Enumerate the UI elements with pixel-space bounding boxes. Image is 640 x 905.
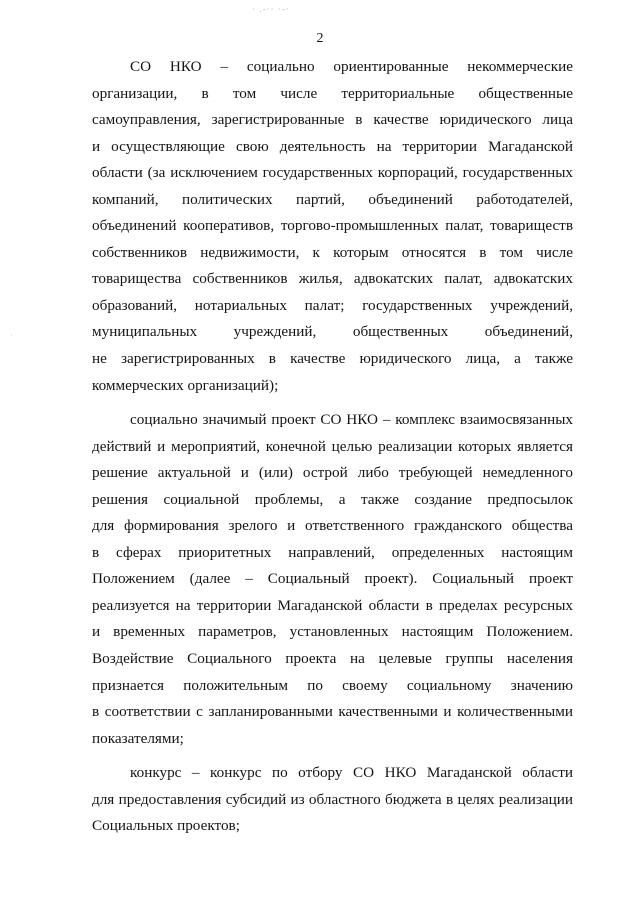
paragraph-line: самоуправления, зарегистрированные в качестве юридического лица: [92, 111, 573, 129]
paragraph-line: и осуществляющие свою деятельность на территории Магаданской: [92, 137, 573, 155]
paragraph-line: не зарегистрированных в качестве юридического лица, а также: [92, 350, 573, 368]
paragraph-line: Социальных проектов;: [92, 817, 240, 835]
paragraph-line: в сферах приоритетных направлений, определенных настоящим: [92, 543, 573, 561]
paragraph-line: коммерческих организаций);: [92, 376, 279, 394]
paragraph-line: Воздействие Социального проекта на целевые группы населения: [92, 650, 573, 668]
paragraph-line: Положением (далее – Социальный проект). Социальный проект: [92, 570, 573, 588]
scan-artifact-top: · .-·· ·-·: [252, 4, 290, 14]
paragraph-line: показателями;: [92, 729, 184, 747]
paragraph-line: признается положительным по своему социальному значению: [92, 676, 573, 694]
paragraph-line: конкурс – конкурс по отбору СО НКО Магаданской области: [130, 764, 573, 782]
paragraph-line: муниципальных учреждений, общественных объединений,: [92, 323, 573, 341]
paragraph-line: компаний, политических партий, объединений работодателей,: [92, 190, 573, 208]
paragraph-line: решения социальной проблемы, а также создание предпосылок: [92, 490, 573, 508]
document-body: [92, 54, 573, 840]
page-number: 2: [316, 31, 324, 46]
paragraph-line: для формирования зрелого и ответственного гражданского общества: [92, 517, 573, 535]
paragraph-gap: [92, 399, 573, 407]
paragraph-line: объединений кооперативов, торгово-промышленных палат, товариществ: [92, 217, 573, 235]
paragraph-line: СО НКО – социально ориентированные некоммерческие: [130, 58, 573, 75]
paragraph-contest-definition: [92, 760, 573, 840]
paragraph-line: образований, нотариальных палат; государственных учреждений,: [92, 296, 573, 314]
paragraph-social-project-definition: [92, 407, 573, 752]
paragraph-so-nko-definition: [92, 54, 573, 399]
paragraph-gap: [92, 752, 573, 760]
scan-artifact-left: ·: [10, 330, 14, 340]
paragraph-line: действий и мероприятий, конечной целью реализации которых является: [92, 437, 573, 455]
paragraph-line: для предоставления субсидий из областного бюджета в целях реализации: [92, 790, 573, 808]
paragraph-line: социально значимый проект СО НКО – комплекс взаимосвязанных: [130, 411, 573, 429]
paragraph-line: товарищества собственников жилья, адвокатских палат, адвокатских: [92, 270, 573, 288]
paragraph-line: организации, в том числе территориальные общественные: [92, 84, 573, 102]
paragraph-line: и временных параметров, установленных настоящим Положением.: [92, 623, 573, 641]
paragraph-line: реализуется на территории Магаданской области в пределах ресурсных: [92, 596, 573, 614]
paragraph-line: собственников недвижимости, к которым относятся в том числе: [92, 243, 573, 261]
paragraph-line: области (за исключением государственных корпораций, государственных: [92, 164, 573, 182]
paragraph-line: в соответствии с запланированными качественными и количественными: [92, 703, 573, 721]
paragraph-line: решение актуальной и (или) острой либо требующей немедленного: [92, 464, 573, 482]
